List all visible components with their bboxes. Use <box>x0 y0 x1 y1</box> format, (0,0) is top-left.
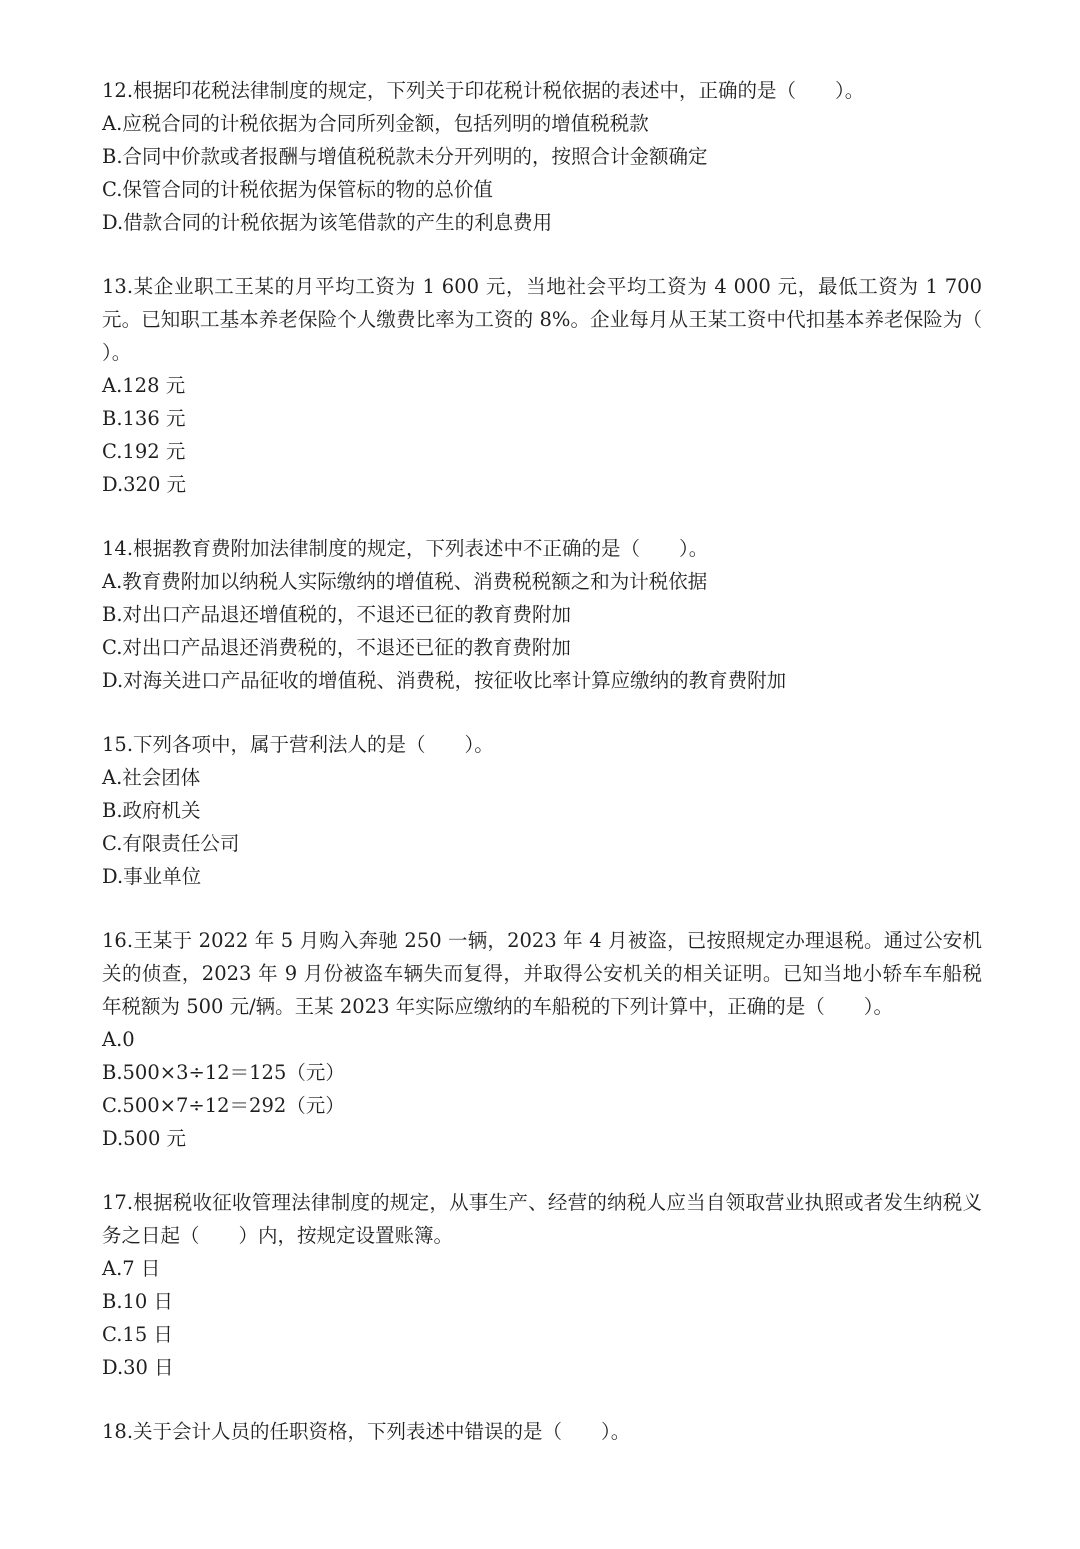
question-stem: 15.下列各项中，属于营利法人的是（ ）。 <box>102 733 494 756</box>
option-b: B.对出口产品退还增值税的，不退还已征的教育费附加 <box>102 603 572 626</box>
option-d: D.320 元 <box>102 473 187 496</box>
question-14 <box>102 532 982 697</box>
question-18 <box>102 1415 982 1448</box>
question-stem: 12.根据印花税法律制度的规定，下列关于印花税计税依据的表述中，正确的是（ ）。 <box>102 79 865 102</box>
option-b: B.合同中价款或者报酬与增值税税款未分开列明的，按照合计金额确定 <box>102 145 708 168</box>
option-c: C.15 日 <box>102 1323 173 1346</box>
option-d: D.30 日 <box>102 1356 174 1379</box>
option-c: C.500×7÷12＝292（元） <box>102 1094 345 1117</box>
question-15 <box>102 728 982 893</box>
question-stem: 17.根据税收征收管理法律制度的规定，从事生产、经营的纳税人应当自领取营业执照或者发生纳税义务之日起（ ）内，按规定设置账簿。 <box>102 1191 982 1247</box>
option-d: D.借款合同的计税依据为该笔借款的产生的利息费用 <box>102 211 553 234</box>
option-a: A.应税合同的计税依据为合同所列金额，包括列明的增值税税款 <box>102 112 649 135</box>
question-12 <box>102 74 982 239</box>
option-b: B.500×3÷12＝125（元） <box>102 1061 345 1084</box>
option-c: C.192 元 <box>102 440 186 463</box>
option-b: B.10 日 <box>102 1290 174 1313</box>
question-stem: 18.关于会计人员的任职资格，下列表述中错误的是（ ）。 <box>102 1420 631 1443</box>
question-stem: 16.王某于 2022 年 5 月购入奔驰 250 一辆，2023 年 4 月被盗，已按照规定办理退税。通过公安机关的侦查，2023 年 9 月份被盗车辆失而复得，并取得公安机关的相关证明。已知当地小轿车车船税年税额为 500 元/辆。王某 2023 年实际应缴纳的车船税的下列计算中，正确的是（ ）。 <box>102 929 982 1018</box>
option-a: A.0 <box>102 1028 135 1051</box>
option-d: D.500 元 <box>102 1127 187 1150</box>
question-stem: 13.某企业职工王某的月平均工资为 1 600 元，当地社会平均工资为 4 000 元，最低工资为 1 700 元。已知职工基本养老保险个人缴费比率为工资的 8%。企业每月从王某工资中代扣基本养老保险为（ ）。 <box>102 275 1022 364</box>
question-17 <box>102 1186 982 1384</box>
option-a: A.社会团体 <box>102 766 201 789</box>
option-d: D.对海关进口产品征收的增值税、消费税，按征收比率计算应缴纳的教育费附加 <box>102 669 787 692</box>
question-13 <box>102 270 1022 501</box>
option-c: C.有限责任公司 <box>102 832 240 855</box>
option-b: B.136 元 <box>102 407 186 430</box>
option-a: A.教育费附加以纳税人实际缴纳的增值税、消费税税额之和为计税依据 <box>102 570 708 593</box>
exam-page <box>102 74 1022 1479</box>
option-c: C.对出口产品退还消费税的，不退还已征的教育费附加 <box>102 636 571 659</box>
option-d: D.事业单位 <box>102 865 202 888</box>
option-a: A.128 元 <box>102 374 186 397</box>
option-a: A.7 日 <box>102 1257 161 1280</box>
option-b: B.政府机关 <box>102 799 201 822</box>
option-c: C.保管合同的计税依据为保管标的物的总价值 <box>102 178 493 201</box>
question-16 <box>102 924 982 1155</box>
question-stem: 14.根据教育费附加法律制度的规定，下列表述中不正确的是（ ）。 <box>102 537 709 560</box>
